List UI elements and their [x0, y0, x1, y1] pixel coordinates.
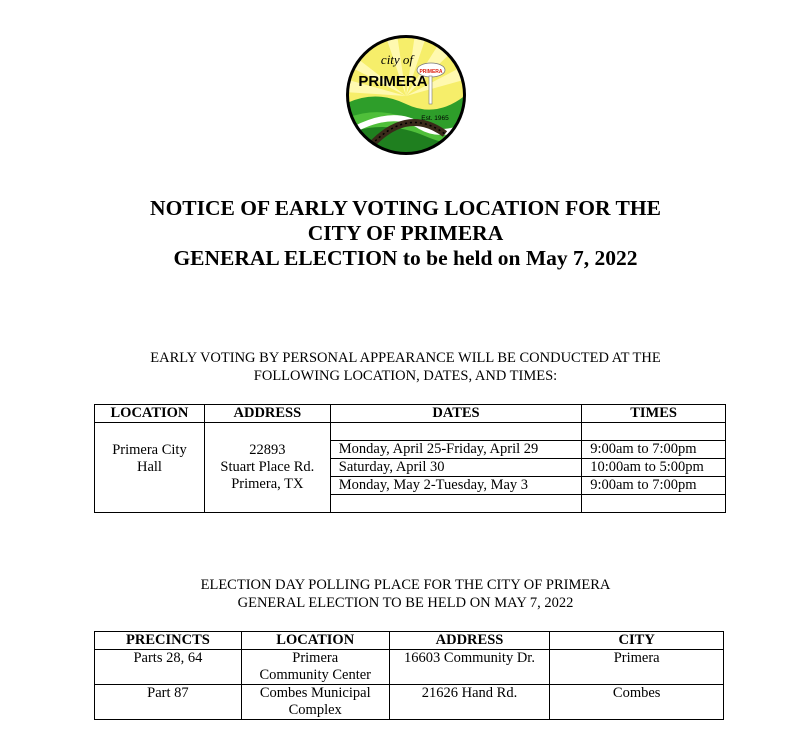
- empty-cell: [330, 495, 581, 513]
- precincts-cell: Parts 28, 64: [95, 650, 242, 685]
- title-line-2: CITY OF PRIMERA: [307, 221, 504, 245]
- precincts-cell: Part 87: [95, 685, 242, 720]
- notice-title: [0, 196, 811, 271]
- header-times: TIMES: [582, 405, 726, 423]
- table-row: [95, 685, 724, 720]
- empty-cell: [582, 495, 726, 513]
- seal-tower-text: PRIMERA: [419, 69, 443, 75]
- header-location: LOCATION: [241, 632, 389, 650]
- dates-cell: Monday, April 25-Friday, April 29: [330, 441, 581, 459]
- location-line-2: Community Center: [259, 667, 371, 683]
- location-line-2: Complex: [288, 702, 342, 718]
- election-day-header-row: [95, 632, 724, 650]
- election-day-intro-line-2: GENERAL ELECTION TO BE HELD ON MAY 7, 2022: [237, 595, 574, 611]
- title-line-3: GENERAL ELECTION to be held on May 7, 2022: [173, 246, 638, 270]
- early-voting-intro-line-2: FOLLOWING LOCATION, DATES, AND TIMES:: [253, 368, 558, 384]
- header-address: ADDRESS: [389, 632, 550, 650]
- location-line-2: Hall: [136, 459, 162, 475]
- early-voting-location-cell: [95, 423, 205, 513]
- location-cell: [241, 650, 389, 685]
- location-line-1: Primera City: [112, 442, 187, 458]
- title-line-1: NOTICE OF EARLY VOTING LOCATION FOR THE: [150, 196, 661, 220]
- early-voting-intro-line-1: EARLY VOTING BY PERSONAL APPEARANCE WILL BE CONDUCTED AT THE: [150, 350, 661, 366]
- empty-cell: [582, 423, 726, 441]
- dates-cell: Saturday, April 30: [330, 459, 581, 477]
- header-address: ADDRESS: [204, 405, 330, 423]
- location-line-1: Combes Municipal: [259, 685, 371, 701]
- header-precincts: PRECINCTS: [95, 632, 242, 650]
- early-voting-table: [94, 404, 726, 513]
- header-location: LOCATION: [95, 405, 205, 423]
- header-dates: DATES: [330, 405, 581, 423]
- election-day-intro: [0, 576, 811, 612]
- city-cell: Primera: [550, 650, 724, 685]
- dates-cell: Monday, May 2-Tuesday, May 3: [330, 477, 581, 495]
- address-line-2: Stuart Place Rd.: [220, 459, 315, 475]
- early-voting-intro: [0, 349, 811, 385]
- location-cell: [241, 685, 389, 720]
- seal-established: Est. 1965: [421, 115, 449, 122]
- seal-text-city-of: city of: [380, 52, 414, 67]
- location-line-1: Primera: [292, 650, 339, 666]
- table-row: [95, 650, 724, 685]
- address-cell: 16603 Community Dr.: [389, 650, 550, 685]
- early-voting-header-row: [95, 405, 726, 423]
- city-cell: Combes: [550, 685, 724, 720]
- header-city: CITY: [550, 632, 724, 650]
- address-cell: 21626 Hand Rd.: [389, 685, 550, 720]
- address-line-3: Primera, TX: [231, 476, 304, 492]
- times-cell: 9:00am to 7:00pm: [582, 441, 726, 459]
- city-seal-logo: [345, 34, 467, 156]
- times-cell: 10:00am to 5:00pm: [582, 459, 726, 477]
- table-row: [95, 423, 726, 441]
- empty-cell: [330, 423, 581, 441]
- early-voting-address-cell: [204, 423, 330, 513]
- election-day-table: [94, 631, 724, 720]
- times-cell: 9:00am to 7:00pm: [582, 477, 726, 495]
- seal-text-primera: PRIMERA: [358, 73, 428, 90]
- address-line-1: 22893: [249, 442, 286, 458]
- election-day-intro-line-1: ELECTION DAY POLLING PLACE FOR THE CITY OF PRIMERA: [200, 577, 611, 593]
